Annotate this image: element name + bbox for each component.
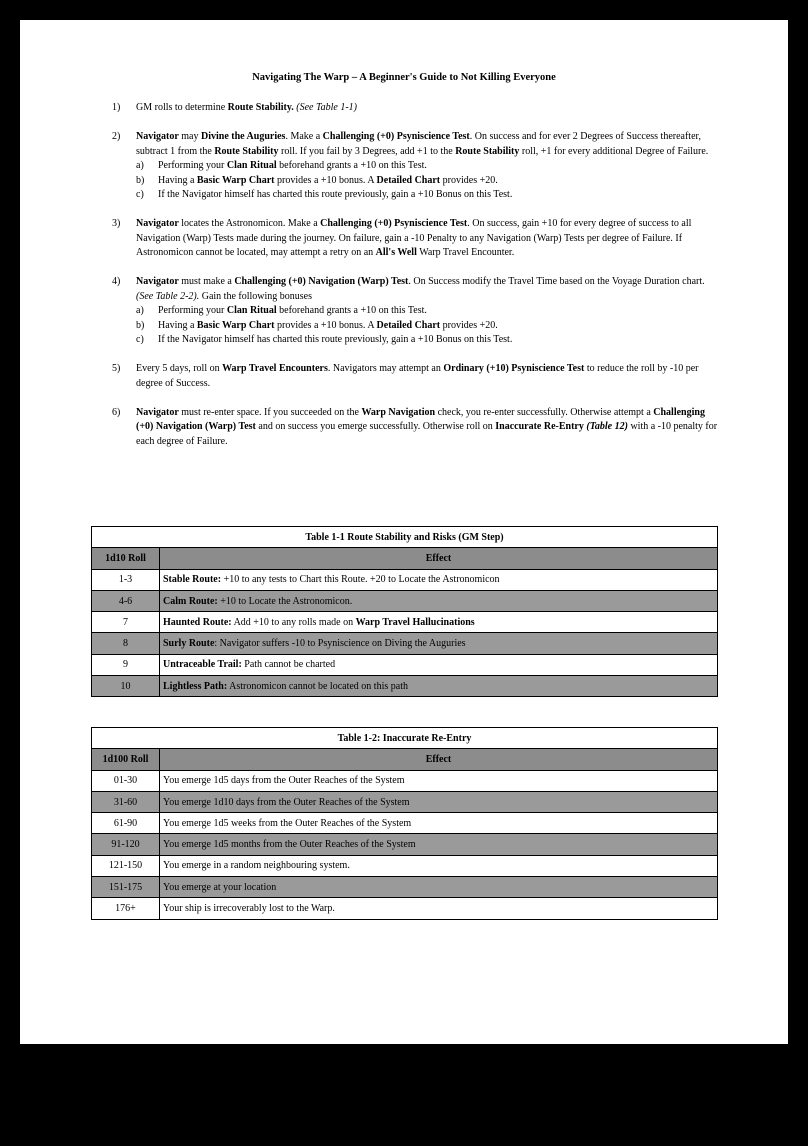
sub-item <box>136 333 718 348</box>
effect-text: Add +10 to any rolls made on <box>231 616 356 628</box>
table-row <box>92 654 718 675</box>
text-run: GM rolls to determine <box>136 102 228 113</box>
effect-cell <box>160 569 718 590</box>
roll-cell: 10 <box>92 676 160 697</box>
text-run: Detailed Chart <box>376 319 441 331</box>
sub-item-letter: c) <box>136 334 144 345</box>
list-item <box>112 406 718 450</box>
text-run: If the Navigator himself has charted this route previously, gain a +10 Bonus on this Test. <box>158 189 513 200</box>
text-run: Navigator <box>136 218 179 229</box>
text-run: Ordinary (+10) Psyniscience Test <box>443 363 585 374</box>
effect-name: Calm Route: <box>163 595 218 607</box>
text-run: must re-enter space. If you succeeded on the <box>178 406 362 418</box>
effect-text: +10 to Locate the Astronomicon. <box>217 595 353 607</box>
effect-text: : Navigator suffers -10 to Psyniscience on Diving the Auguries <box>214 638 466 650</box>
sub-item <box>136 174 718 189</box>
text-run: to reduce the roll by -10 per degree of Success. <box>136 363 699 389</box>
text-run: Performing your <box>158 160 227 171</box>
effect-text: You emerge at your location <box>163 881 277 893</box>
table-row <box>92 676 718 697</box>
text-run: Challenging (+0) Navigation (Warp) Test <box>136 406 705 432</box>
text-run: provides a +10 bonus. A <box>274 319 377 331</box>
text-run: roll. If you fail by 3 Degrees, add +1 to the <box>278 145 456 157</box>
effect-text: You emerge 1d5 weeks from the Outer Reaches of the System <box>163 817 412 829</box>
text-run: Warp Travel Encounter. <box>416 247 515 258</box>
roll-cell: 61-90 <box>92 813 160 834</box>
step-number: 6) <box>112 406 121 418</box>
effect-cell <box>160 898 718 919</box>
effect-cell <box>160 855 718 876</box>
list-item <box>112 362 718 391</box>
text-run: Navigator <box>136 406 179 418</box>
text-run: Navigator <box>136 131 179 142</box>
effect-cell <box>160 791 718 812</box>
step-text <box>136 275 718 304</box>
effect-name: Stable Route: <box>163 574 222 586</box>
text-run: roll, +1 for every additional Degree of Failure. <box>519 145 709 157</box>
effect-text: You emerge 1d10 days from the Outer Reaches of the System <box>163 796 410 808</box>
effect-cell <box>160 633 718 654</box>
text-run: provides +20. <box>440 174 498 186</box>
effect-text: Path cannot be charted <box>241 659 336 671</box>
effect-name: Haunted Route: <box>163 616 232 628</box>
table-row <box>92 590 718 611</box>
roll-cell: 4-6 <box>92 590 160 611</box>
text-run: and on success you emerge successfully. Otherwise roll on <box>255 421 496 432</box>
table-row <box>92 834 718 855</box>
text-run: Clan Ritual <box>226 160 277 171</box>
text-run: beforehand grants a +10 on this Test. <box>276 160 427 171</box>
text-run: Having a <box>158 174 197 186</box>
effect-text: You emerge in a random neighbouring system. <box>163 860 350 872</box>
list-item <box>112 217 718 261</box>
table-row <box>92 612 718 633</box>
effect-reference: Warp Travel Hallucinations <box>355 616 475 628</box>
list-item <box>112 101 718 116</box>
roll-cell: 31-60 <box>92 791 160 812</box>
text-run: (See Table 2-2). <box>136 290 200 302</box>
sub-item-letter: a) <box>136 160 144 171</box>
roll-cell: 9 <box>92 654 160 675</box>
effect-text: +10 to any tests to Chart this Route. +20 to Locate the Astronomicon <box>221 574 500 586</box>
step-number: 5) <box>112 363 121 374</box>
step-text <box>136 362 718 391</box>
table-row <box>92 877 718 898</box>
effect-cell <box>160 877 718 898</box>
text-run: with a -10 penalty for each degree of Failure. <box>136 421 718 447</box>
text-run: provides +20. <box>440 319 498 331</box>
sub-item-letter: c) <box>136 189 144 200</box>
effect-cell <box>160 590 718 611</box>
text-run: Warp Travel Encounters <box>222 363 328 374</box>
step-number: 3) <box>112 218 121 229</box>
text-run: Challenging (+0) Psyniscience Test <box>320 218 468 229</box>
step-text <box>136 406 718 450</box>
text-run: . Make a <box>285 131 323 142</box>
column-header-roll: 1d10 Roll <box>92 548 160 569</box>
text-run: must make a <box>178 276 235 287</box>
step-number: 2) <box>112 131 121 142</box>
step-text <box>136 217 718 261</box>
effect-text: Astronomicon cannot be located on this path <box>227 680 408 692</box>
table-row <box>92 855 718 876</box>
column-header-effect: Effect <box>160 548 718 569</box>
text-run: If the Navigator himself has charted this route previously, gain a +10 Bonus on this Test. <box>158 334 513 345</box>
table-row <box>92 569 718 590</box>
table-row <box>92 791 718 812</box>
table-row <box>92 633 718 654</box>
effect-name: Lightless Path: <box>163 680 228 692</box>
text-run: . On Success modify the Travel Time based on the Voyage Duration chart. <box>408 276 705 287</box>
effect-name: Surly Route <box>163 638 215 650</box>
text-run: Inaccurate Re-Entry <box>495 421 584 432</box>
text-run: . On success and for ever 2 Degrees of Success thereafter, subtract 1 from the <box>136 131 701 157</box>
text-run: Divine the Auguries <box>201 131 286 142</box>
effect-cell <box>160 770 718 791</box>
column-header-roll: 1d100 Roll <box>92 749 160 770</box>
sub-item-letter: b) <box>136 319 145 331</box>
text-run: Challenging (+0) Psyniscience Test <box>322 131 470 142</box>
sub-item-letter: b) <box>136 174 145 186</box>
text-run: Route Stability. <box>227 102 294 113</box>
text-run: Route Stability <box>214 145 279 157</box>
table-row <box>92 813 718 834</box>
roll-cell: 7 <box>92 612 160 633</box>
effect-text: You emerge 1d5 days from the Outer Reaches of the System <box>163 775 405 787</box>
step-text <box>136 130 718 159</box>
table-row <box>92 898 718 919</box>
roll-cell: 01-30 <box>92 770 160 791</box>
document-title: Navigating The Warp – A Beginner's Guide to Not Killing Everyone <box>252 72 556 83</box>
roll-cell: 121-150 <box>92 855 160 876</box>
text-run: Clan Ritual <box>226 305 277 316</box>
sub-item <box>136 159 718 174</box>
effect-cell <box>160 654 718 675</box>
roll-cell: 1-3 <box>92 569 160 590</box>
inaccurate-reentry-table <box>91 727 718 920</box>
text-run: locates the Astronomicon. Make a <box>178 218 321 229</box>
text-run: Challenging (+0) Navigation (Warp) Test <box>234 276 409 287</box>
step-number: 1) <box>112 102 121 113</box>
text-run: Every 5 days, roll on <box>136 363 223 374</box>
roll-cell: 91-120 <box>92 834 160 855</box>
step-text <box>136 101 718 116</box>
text-run: (Table 12) <box>586 421 628 432</box>
text-run: Navigator <box>136 276 179 287</box>
text-run: Basic Warp Chart <box>196 319 275 331</box>
roll-cell: 151-175 <box>92 877 160 898</box>
step-number: 4) <box>112 276 121 287</box>
text-run: . Navigators may attempt an <box>327 363 444 374</box>
text-run: Having a <box>158 319 197 331</box>
roll-cell: 8 <box>92 633 160 654</box>
text-run: (See Table 1-1) <box>296 102 358 113</box>
roll-cell: 176+ <box>92 898 160 919</box>
text-run: Route Stability <box>455 145 520 157</box>
list-item <box>112 275 718 348</box>
text-run: All's Well <box>375 247 417 258</box>
sub-item-letter: a) <box>136 305 144 316</box>
effect-cell <box>160 813 718 834</box>
effect-name: Untraceable Trail: <box>163 659 242 671</box>
steps-list <box>112 101 718 464</box>
column-header-effect: Effect <box>160 749 718 770</box>
effect-cell <box>160 676 718 697</box>
effect-cell <box>160 834 718 855</box>
sub-item <box>136 319 718 334</box>
text-run: may <box>178 131 201 142</box>
table-row <box>92 770 718 791</box>
text-run: beforehand grants a +10 on this Test. <box>276 305 427 316</box>
effect-text: Your ship is irrecoverably lost to the Warp. <box>163 903 335 915</box>
sub-item <box>136 304 718 319</box>
effect-cell <box>160 612 718 633</box>
text-run: Performing your <box>158 305 227 316</box>
list-item <box>112 130 718 203</box>
sub-item <box>136 188 718 203</box>
text-run: check, you re-enter successfully. Otherwise attempt a <box>435 406 654 418</box>
route-stability-table <box>91 526 718 697</box>
text-run: provides a +10 bonus. A <box>274 174 377 186</box>
text-run: Detailed Chart <box>376 174 441 186</box>
effect-text: You emerge 1d5 months from the Outer Reaches of the System <box>163 839 416 851</box>
text-run: . On success, gain +10 for every degree of success to all Navigation (Warp) Tests made during the journey. On failure, gain a -10 Penalty to any Navigation (Warp) Tests per degree of Failure. If Astronomicon cannot be located, may attempt a retry on an <box>136 218 692 258</box>
text-run: Warp Navigation <box>361 406 436 418</box>
text-run: Gain the following bonuses <box>199 290 312 302</box>
table-caption: Table 1-1 Route Stability and Risks (GM Step) <box>92 527 718 548</box>
table-caption: Table 1-2: Inaccurate Re-Entry <box>92 728 718 749</box>
text-run: Basic Warp Chart <box>196 174 275 186</box>
